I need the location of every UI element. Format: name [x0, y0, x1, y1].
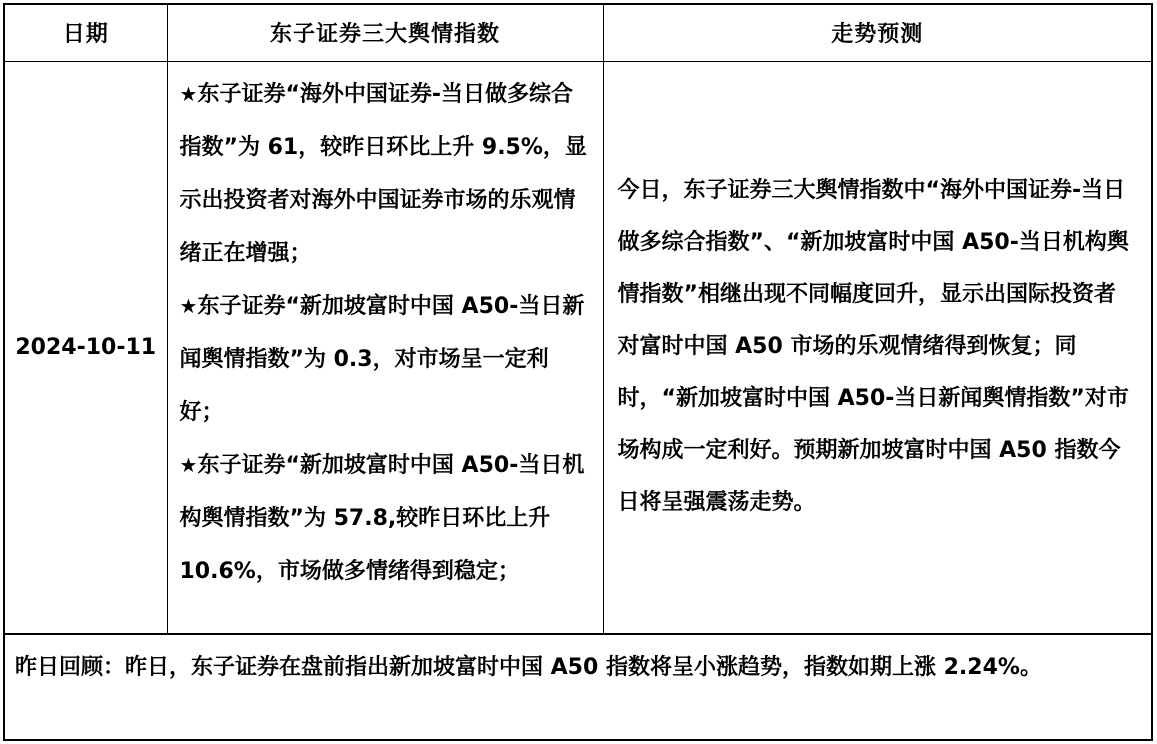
trend-text: 今日，东子证券三大舆情指数中“海外中国证券-当日做多综合指数”、“新加坡富时中国 A50-当日机构舆情指数”相继出现不同幅度回升，显示出国际投资者对富时中国 A50 市场的乐观情绪得到恢复；同时，“新加坡富时中国 A50-当日新闻舆情指数”对市场构成一定利好。预期新加坡富时中国 A50 指数今日将呈强震荡走势。	[617, 178, 1129, 515]
header-index: 东子证券三大舆情指数	[167, 5, 603, 61]
index-cell	[167, 61, 603, 633]
trend-cell	[603, 61, 1151, 633]
report-table-frame	[3, 3, 1153, 741]
star-icon: ★	[179, 81, 198, 106]
yesterday-review: 昨日回顾：昨日，东子证券在盘前指出新加坡富时中国 A50 指数将呈小涨趋势，指数如期上涨 2.24%。	[5, 634, 1151, 695]
date-cell: 2024-10-11	[5, 61, 167, 633]
index-item	[180, 68, 591, 280]
index-item	[180, 280, 591, 439]
index-item-text: 东子证券“新加坡富时中国 A50-当日机构舆情指数”为 57.8,较昨日环比上升 10.6%，市场做多情绪得到稳定；	[179, 452, 585, 584]
star-icon: ★	[179, 452, 198, 477]
star-icon: ★	[179, 293, 198, 318]
table-header-row	[5, 5, 1151, 61]
header-date: 日期	[5, 5, 167, 61]
index-item-text: 东子证券“海外中国证券-当日做多综合指数”为 61，较昨日环比上升 9.5%，显示出投资者对海外中国证券市场的乐观情绪正在增强；	[179, 81, 587, 266]
sentiment-index-table	[5, 5, 1151, 634]
header-trend: 走势预测	[603, 5, 1151, 61]
index-item-text: 东子证券“新加坡富时中国 A50-当日新闻舆情指数”为 0.3，对市场呈一定利好；	[179, 293, 585, 425]
table-row	[5, 61, 1151, 633]
index-item	[180, 439, 591, 598]
